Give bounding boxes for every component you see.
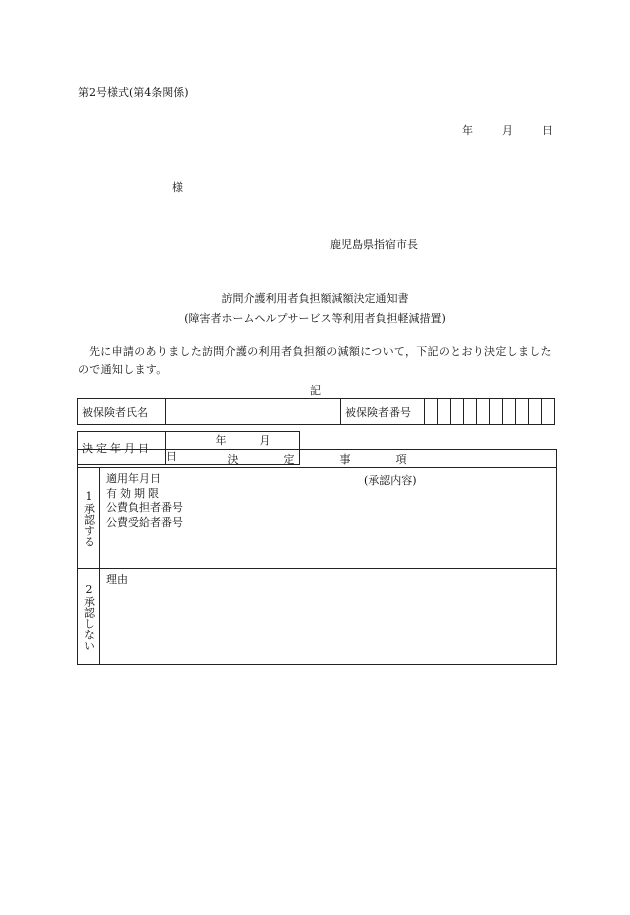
issuer-name: 鹿児島県指宿市長 [330,238,418,251]
reject-section-label: 2承認しない [82,582,96,651]
decision-items-header [78,450,557,468]
decision-items-header-char: 決 [227,452,239,466]
insured-number-digit[interactable] [490,399,503,425]
notice-body: 先に申請のありました訪問介護の利用者負担額の減額について，下記のとおり決定しましたので通知します。 [78,345,552,376]
approve-section-label-cell [78,468,100,569]
issue-date-month: 月 [502,124,513,137]
form-number: 第2号様式(第4条関係) [78,86,189,99]
decision-date-label: 決定年月日 [78,432,166,465]
approve-item-recipient-number: 公費受給者番号 [106,515,183,529]
insured-number-digit[interactable] [529,399,542,425]
decision-items-header-char: 項 [395,452,407,466]
decision-date-day: 日 [166,450,177,463]
reject-reason-label: 理由 [106,573,128,586]
insured-number-label: 被保険者番号 [341,399,425,425]
insured-info-table [77,398,555,425]
issue-date-year: 年 [462,124,473,137]
approve-section-content[interactable] [100,468,557,569]
insured-number-digit[interactable] [477,399,490,425]
addressee-suffix: 様 [172,181,183,194]
issue-date-day: 日 [542,124,553,137]
document-subtitle: (障害者ホームヘルプサービス等利用者負担軽減措置) [184,312,446,325]
approve-item-apply-date: 適用年月日 [106,472,161,485]
insured-name-field[interactable] [166,399,341,425]
approve-items-list [100,468,556,530]
insured-number-digit[interactable] [516,399,529,425]
decision-items-table [77,449,557,665]
insured-number-digit[interactable] [503,399,516,425]
decision-items-header-char: 事 [339,452,351,466]
insured-number-digit[interactable] [464,399,477,425]
approve-section-label: 1承認する [82,489,96,547]
document-title: 訪問介護利用者負担額減額決定通知書 [221,292,409,305]
insured-number-digit[interactable] [451,399,464,425]
insured-number-digit[interactable] [438,399,451,425]
insured-number-digit[interactable] [425,399,438,425]
ki-heading: 記 [310,384,321,397]
reject-section-label-cell [78,569,100,665]
insured-number-digit[interactable] [542,399,555,425]
decision-items-header-char: 定 [283,452,295,466]
approve-item-valid-period: 有効期限 [106,486,162,500]
decision-date-month: 月 [259,434,271,447]
issue-date [462,122,553,138]
approve-item-payer-number: 公費負担者番号 [106,501,183,514]
decision-date-year: 年 [215,434,227,447]
insured-name-label: 被保険者氏名 [78,399,166,425]
reject-section-content[interactable] [100,569,557,665]
approval-content-label: (承認内容) [364,474,417,487]
